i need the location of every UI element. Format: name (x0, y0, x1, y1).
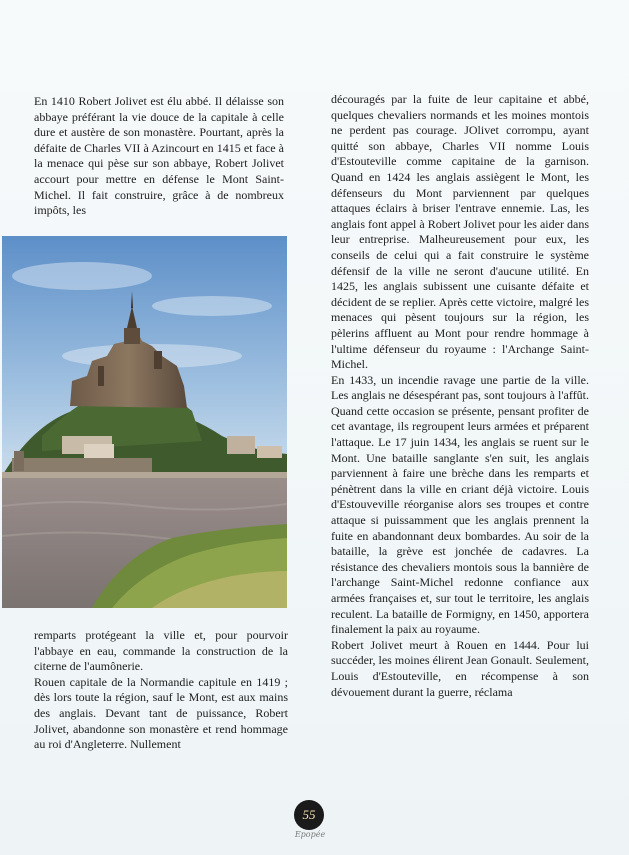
paragraph: découragés par la fuite de leur capitaine et abbé, quelques chevaliers normands et les moines montois ne perdent pas courage. JOlivet corrompu, ayant quitté son abbaye, Charles VII nomme Louis d'Estouteville comme capitaine de la garnison. Quand en 1424 les anglais assiègent le Mont, les défenseurs du Mont parviennent par quelques attaques éclairs à briser l'entrave ennemie. Las, les anglais font appel à Robert Jolivet pour les aider dans leur entreprise. Malheureusement pour eux, les conseils de celui qui a fait construire le système défensif de la ville ne seront d'aucune utilité. En 1425, les anglais subissent une cuisante défaite et décident de se replier. Après cette victoire, malgré les menaces qui pèsent toujours sur la région, les pèlerins affluent au Mont pour rendre hommage à l'ultime défenseur du royaume : l'Archange Saint-Michel. (331, 92, 589, 372)
footer-logo: Epopée (294, 830, 326, 839)
left-column-top (34, 94, 284, 219)
paragraph: Rouen capitale de la Normandie capitule en 1419 ; dès lors toute la région, sauf le Mont, est aux mains des anglais. Devant tant de puissance, Robert Jolivet, abandonne son monastère et rend hommage au roi d'Angleterre. Nullement (34, 674, 288, 752)
right-column (331, 92, 589, 700)
paragraph: En 1433, un incendie ravage une partie de la ville. Les anglais ne désespérant pas, sont toujours à l'affût. Quand cette occasion se présente, pensant profiter de cet avantage, ils regroupent leurs armées et préparent l'attaque. Le 17 juin 1434, les anglais se ruent sur le Mont. Une bataille sanglante s'en suit, les anglais parviennent à faire une brèche dans les remparts et pénètrent dans la ville en criant déjà victoire. Louis d'Estouveville réorganise alors ses troupes et contre attaque si puissamment que les anglais prennent la fuite en abandonnant deux bombardes. Au soir de la bataille, la grève est jonchée de cadavres. La résistance des chevaliers montois sous la bannière de l'archange Saint-Michel redonne confiance aux armées françaises et, sur tout le territoire, les anglais reculent. La bataille de Formigny, en 1450, apportera finalement la paix au royaume. (331, 372, 589, 637)
paragraph: En 1410 Robert Jolivet est élu abbé. Il délaisse son abbaye préférant la vie douce de la capitale à celle dure et austère de son monastère. Pourtant, après la défaite de Charles VII à Azincourt en 1415 et face à la menace qui pèse sur son abbaye, Robert Jolivet accourt pour mettre en défense le Mont Saint-Michel. Il fait construire, grâce à de nombreux impôts, les (34, 94, 284, 218)
page-number: 55 (294, 800, 324, 830)
mont-saint-michel-photo (2, 236, 287, 608)
paragraph: Robert Jolivet meurt à Rouen en 1444. Pour lui succéder, les moines élirent Jean Gonault. Seulement, Louis d'Estouteville, en récompense à son dévouement durant la guerre, réclama (331, 637, 589, 699)
paragraph: remparts protégeant la ville et, pour pourvoir l'abbaye en eau, commande la construction de la citerne de l'aumônerie. (34, 628, 288, 674)
left-column-bottom (34, 628, 288, 753)
